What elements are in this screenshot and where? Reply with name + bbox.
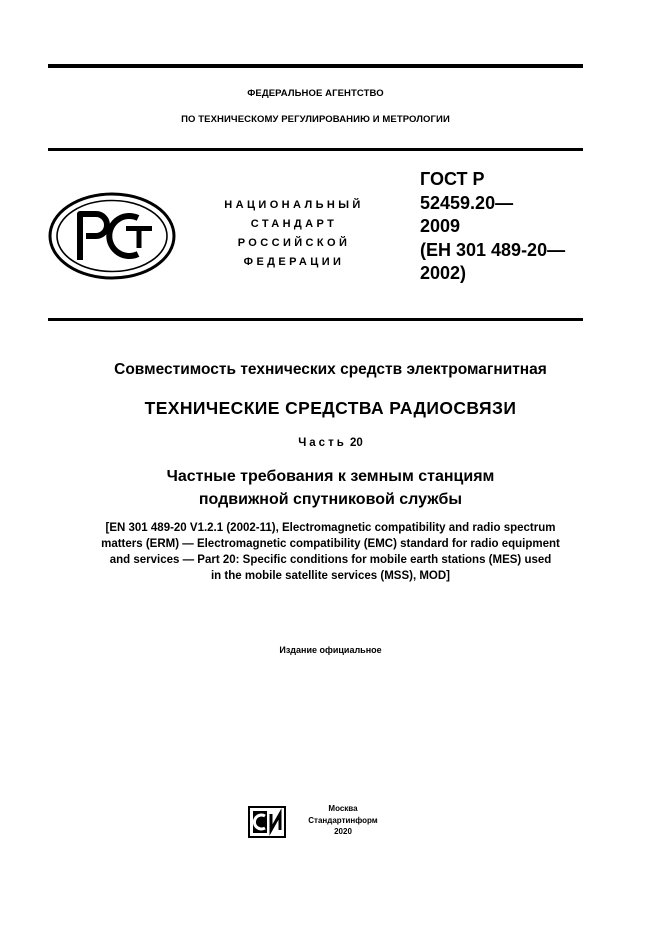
compatibility-title: Совместимость технических средств электромагнитная [114, 361, 547, 378]
publisher-name: Стандартинформ [308, 815, 378, 825]
en-reference-line-1: [EN 301 489-20 V1.2.1 (2002-11), Electromagnetic compatibility and radio spectrum [105, 522, 556, 534]
part-number [20, 437, 641, 449]
part-label: Часть [298, 437, 347, 449]
header-rule [48, 148, 583, 151]
publisher-text [290, 803, 396, 838]
en-reference [20, 520, 641, 584]
en-reference-line-2: matters (ERM) — Electromagnetic compatibility (EMC) standard for radio equipment [101, 538, 560, 550]
national-standard-label [196, 196, 392, 272]
agency-line-1: ФЕДЕРАЛЬНОЕ АГЕНТСТВО [247, 88, 384, 99]
standartinform-logo-icon [248, 806, 286, 838]
gost-line-5: 2002) [420, 263, 467, 283]
national-standard-line-1: НАЦИОНАЛЬНЫЙ [224, 199, 364, 211]
publisher-city: Москва [328, 804, 358, 813]
top-rule [48, 64, 583, 68]
rst-conformity-mark-icon [48, 192, 176, 280]
radio-equipment-title: ТЕХНИЧЕСКИЕ СРЕДСТВА РАДИОСВЯЗИ [144, 398, 517, 418]
agency-line-2: ПО ТЕХНИЧЕСКОМУ РЕГУЛИРОВАНИЮ И МЕТРОЛОГИИ [181, 114, 450, 125]
national-standard-line-2: СТАНДАРТ [250, 218, 338, 230]
en-reference-line-4: in the mobile satellite services (MSS), MOD] [210, 570, 450, 582]
national-standard-line-4: ФЕДЕРАЦИИ [243, 256, 345, 268]
gost-line-1: ГОСТ Р [420, 169, 485, 189]
gost-line-3: 2009 [420, 216, 461, 236]
national-standard-line-3: РОССИЙСКОЙ [237, 237, 351, 249]
requirements-line-1: Частные требования к земным станциям [166, 468, 495, 485]
gost-designation [420, 168, 590, 286]
edition-label: Издание официальное [279, 645, 382, 655]
requirements-title [20, 465, 641, 511]
title-rule [48, 318, 583, 321]
publisher-block [246, 800, 406, 844]
publisher-year: 2020 [334, 827, 352, 836]
requirements-line-2: подвижной спутниковой службы [198, 491, 463, 508]
gost-line-2: 52459.20— [420, 192, 514, 213]
en-reference-line-3: and services — Part 20: Specific conditions for mobile earth stations (MES) used [109, 554, 552, 566]
part-value: 20 [349, 437, 363, 449]
gost-line-4: (ЕН 301 489-20— [420, 239, 566, 260]
